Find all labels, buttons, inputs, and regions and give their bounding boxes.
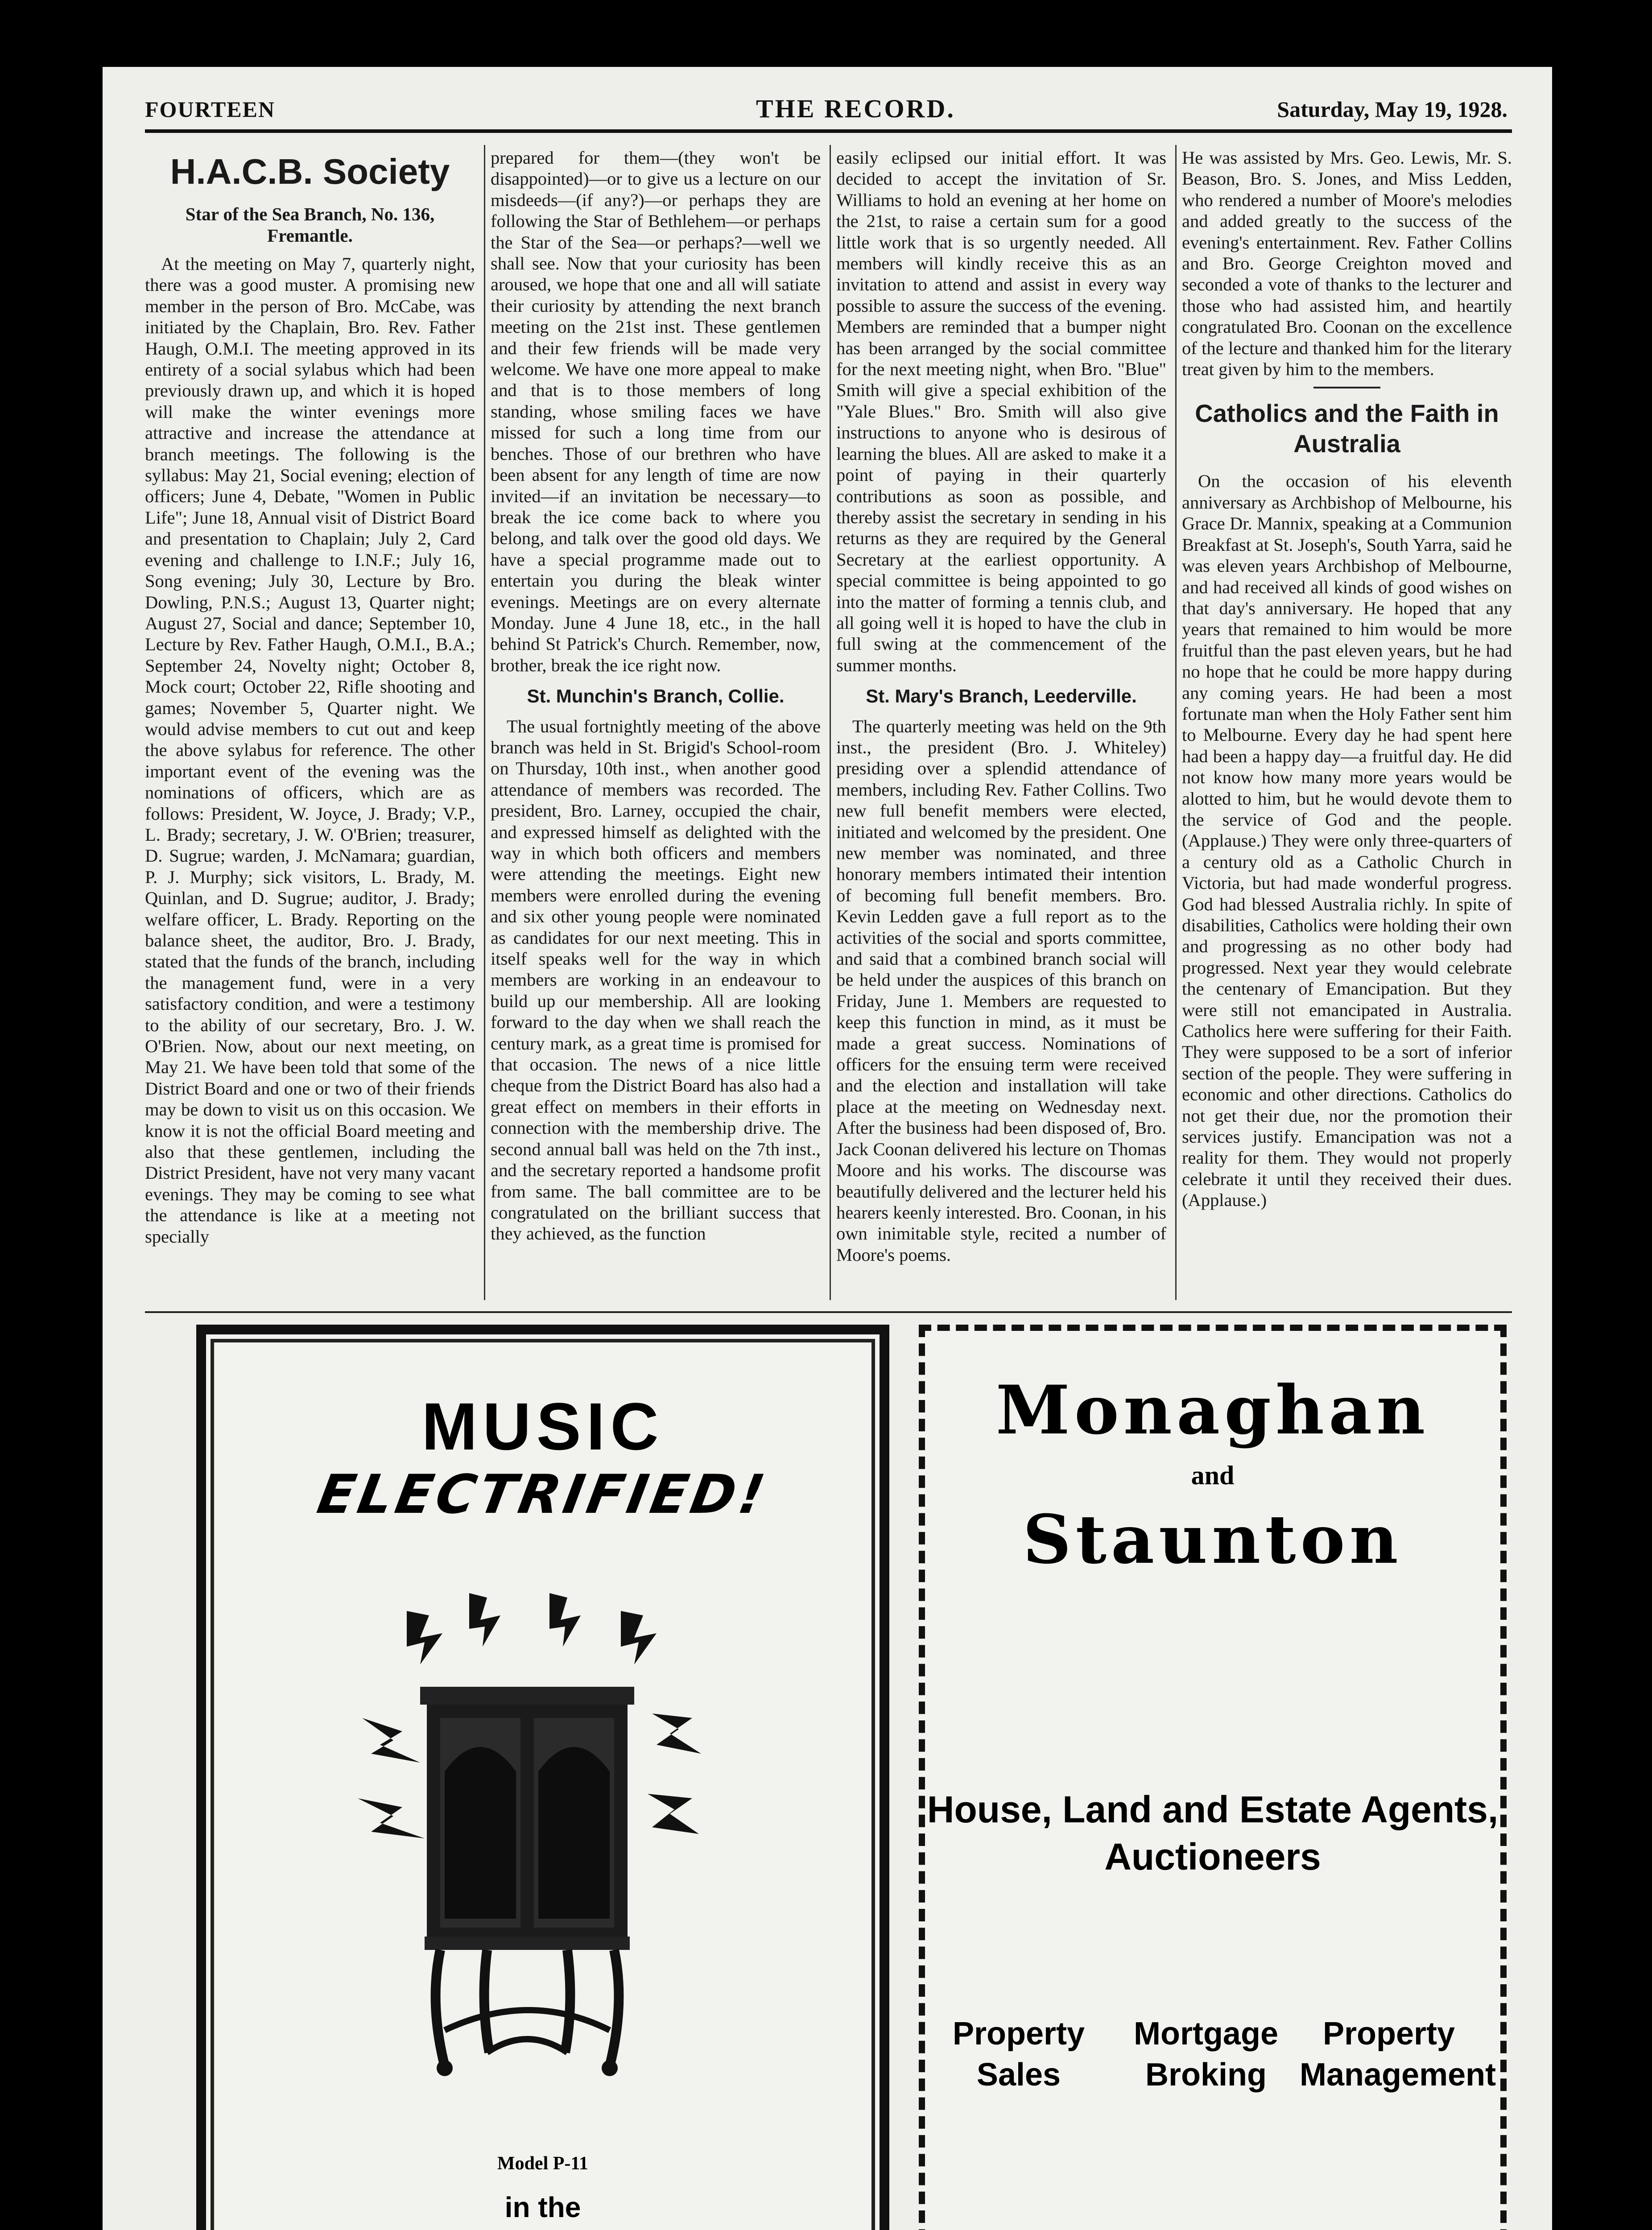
panatrope-cabinet-illustration: [353, 1584, 701, 2119]
ad-headline: MUSIC: [421, 1389, 664, 1464]
lightning-bolt-icon: [549, 1593, 581, 1647]
article-subtitle: Star of the Sea Branch, No. 136, Fremantle.: [185, 204, 435, 246]
article-paragraph: On the occasion of his eleventh anniversary as Archbishop of Melbourne, his Grace Dr. Mannix, speaking at a Communion Breakfast at St. Joseph's, South Yarra, said he was eleven years Archbishop of Melbourne, and had received all kinds of good wishes on that day's anniversary. He hoped that any years that remained to him would be more fruitful than the past eleven years, but he had no hope that he could be more happy during any coming years. He had been a most fortunate man when the Holy Father sent him to Melbourne. Every day he had spent here had been a happy day—a fruitful day. He did not know how many more years would be alotted to him, but he would devote them to the service of God and the people. (Applause.) They were only three-quarters of a century old as a Catholic Church in Victoria, but had made wonderful progress. God had blessed Australia richly. In spite of disabilities, Catholics were holding their own and progressing as no other body had progressed. Next year they would celebrate the centenary of Emancipation. But they were still not emancipated in Australia. Catholics here were suffering for their Faith. They were supposed to be a sort of inferior section of the people. They were suffering in economic and other directions. Catholics do not get their due, nor the promotion their services justify. Emancipation was not a reality for them. They would not properly celebrate it until they received their dues. (Applause.): [1182, 471, 1512, 1210]
ad-headline-electrified: ELECTRIFIED!: [313, 1464, 773, 1526]
business-line: Auctioneers: [1104, 1836, 1321, 1878]
service-property-sales: [929, 2013, 1108, 2095]
article-title: H.A.C.B. Society: [170, 152, 450, 191]
article-paragraph: The usual fortnightly meeting of the above branch was held in St. Brigid's School-room on Thursday, 10th inst., when another good attendance of members was recorded. The president, Bro. Larney, occupied the chair, and expressed himself as delighted with the way in which both officers and members were attending the meetings. Eight new members were enrolled during the evening and six other young people were nominated as candidates for our next meeting. This in itself speaks well for the way in which members are working in an endeavour to build up our membership. All are looking forward to the day when we shall reach the century mark, as a great time is promised for that occasion. The news of a nice little cheque from the District Board has also had a great effect on members in their efforts in connection with the membership drive. The second annual ball was held on the 7th inst., and the secretary reported a handsome profit from same. The ball committee are to be congratulated on the brilliant success that they achieved, as the function: [491, 716, 821, 1244]
firm-name-2: Staunton: [1023, 1500, 1403, 1579]
column-rule: [1175, 145, 1177, 1300]
page-header: [145, 94, 1512, 129]
business-description: [925, 1786, 1500, 1880]
ads-divider: [145, 1311, 1512, 1313]
lightning-bolt-icon: [469, 1593, 500, 1647]
lightning-bolt-icon: [358, 1798, 425, 1838]
section-heading: St. Mary's Branch, Leederville.: [866, 686, 1137, 707]
page-number: FOURTEEN: [145, 97, 276, 122]
article-paragraph: prepared for them—(they won't be disappointed)—or to give us a lecture on our misdeeds—(if any?)—or perhaps they are following the Star of Bethlehem—or perhaps the Star of the Sea—or perhaps?—well we shall see. Now that your curiosity has been aroused, we hope that one and all will satiate their curiosity by attending the next branch meeting on the 21st inst. These gentlemen and their few friends will be made very welcome. We have one more appeal to make and that is to those members of long standing, whose smiling faces we have missed for such a long time from our benches. Those of our brethren who have been absent for any length of time are now invited—if an invitation be necessary—to break the ice come back to where you belong, and talk over the good old days. We have a special programme made out to entertain you during the bleak winter evenings. Meetings are on every alternate Monday. June 4 June 18, etc., in the hall behind St Patrick's Church. Remember, now, brother, break the ice right now.: [491, 148, 821, 675]
column-rule: [484, 145, 485, 1300]
masthead: THE RECORD.: [756, 94, 955, 123]
model-caption: Model P-11: [497, 2153, 589, 2174]
section-heading: St. Munchin's Branch, Collie.: [527, 686, 785, 707]
business-line: House, Land and Estate Agents,: [927, 1788, 1499, 1830]
monaghan-staunton-advertisement: [919, 1325, 1507, 2230]
separator-rule: [1313, 387, 1380, 388]
lightning-bolt-icon: [362, 1718, 420, 1763]
service-mortgage-broking: [1117, 2013, 1295, 2095]
header-rule: [145, 129, 1512, 133]
firm-name-1: Monaghan: [995, 1371, 1430, 1450]
column-4: [1182, 147, 1512, 1307]
article-paragraph: easily eclipsed our initial effort. It was decided to accept the invitation of Sr. Williams to hold an evening at her home on the 21st, to raise a certain sum for a good little work that is so urgently needed. All members will kindly receive this as an invitation to attend and assist in every way possible to assure the success of the evening. Members are reminded that a bumper night has been arranged by the social committee for the next meeting night, when Bro. "Blue" Smith will give a special exhibition of the "Yale Blues." Bro. Smith will also give instructions to anyone who is desirous of learning the blues. All are asked to make it a point of paying in their quarterly contributions as soon as possible, and thereby assist the secretary in sending in his returns as they are required by the General Secretary at the earliest opportunity. A special committee is being appointed to go into the matter of forming a tennis club, and all going well it is hoped to have the club in full swing at the commencement of the summer months.: [836, 148, 1166, 675]
article-paragraph: The quarterly meeting was held on the 9th inst., the president (Bro. J. Whiteley) presiding over a splendid attendance of members, including Rev. Father Collins. Two new full benefit members were elected, initiated and welcomed by the president. One new member was nominated, and three honorary members intimated their intention of becoming full benefit members. Bro. Kevin Ledden gave a full report as to the activities of the social and sports committee, and said that a combined branch social will be held under the auspices of this branch on Friday, June 1. Members are requested to keep this function in mind, as it must be made a great success. Nominations of officers for the ensuing term were received and the election and installation will take place at the meeting on Wednesday next. After the business had been disposed of, Bro. Jack Coonan delivered his lecture on Thomas Moore and his works. The discourse was beautifully delivered and the lecturer held his hearers keenly interested. Bro. Coonan, in his own inimitable style, recited a number of Moore's poems.: [836, 716, 1166, 1265]
lightning-bolt-icon: [648, 1794, 699, 1834]
column-3: [836, 147, 1166, 1307]
lightning-bolt-icon: [652, 1714, 701, 1754]
service-line: Property: [952, 2016, 1085, 2052]
article-paragraph: At the meeting on May 7, quarterly night, there was a good muster. A promising new member in the person of Bro. McCabe, was initiated by the Chaplain, Bro. Rev. Father Haugh, O.M.I. The meeting approved in its entirety of a social sylabus which had been previously drawn up, and which it is hoped will make the winter evenings more attractive and increase the attendance at branch meetings. The following is the syllabus: May 21, Social evening; election of officers; June 4, Debate, "Women in Public Life"; June 18, Annual visit of District Board and presentation to Chaplain; July 2, Card evening and challenge to I.N.F.; July 16, Song evening; July 30, Lecture by Bro. Dowling, P.N.S.; August 13, Quarter night; August 27, Social and dance; September 10, Lecture by Rev. Father Haugh, O.M.I., B.A.; September 24, Novelty night; October 8, Mock court; October 22, Rifle shooting and games; November 5, Quarter night. We would advise members to cut out and keep the above sylabus for reference. The other important event of the evening was the nominations of officers, which are as follows: President, W. Joyce, J. Brady; V.P., L. Brady; secretary, J. W. O'Brien; treasurer, D. Sugrue; warden, J. McNamara; guardian, P. J. Murphy; sick visitors, L. Brady, M. Quinlan, and D. Sugrue; auditor, J. Brady; welfare officer, L. Brady. Reporting on the balance sheet, the auditor, Bro. J. Brady, stated that the funds of the branch, including the management fund, were in a very satisfactory condition, and were a testimony to the ability of our secretary, Bro. J. W. O'Brien. Now, about our next meeting, on May 21. We have been told that some of the District Board and one or two of their friends may be down to visit us on this occasion. We know it is not the official Board meeting and also that these gentlemen, including the District President, have not very many vacant evenings. They may be coming to see what the attendance is like at a meeting not specially: [145, 254, 475, 1247]
service-line: Mortgage: [1134, 2016, 1278, 2052]
lightning-bolt-icon: [621, 1611, 657, 1664]
brunswick-advertisement: [196, 1325, 889, 2230]
service-property-management: [1300, 2013, 1496, 2095]
firm-and: and: [1191, 1461, 1235, 1490]
section-heading: Catholics and the Faith in Australia: [1195, 399, 1499, 458]
service-line: Property: [1322, 2016, 1455, 2052]
column-1: [145, 147, 475, 1307]
service-line: Sales: [976, 2057, 1061, 2093]
service-line: Management: [1300, 2057, 1496, 2093]
service-line: Broking: [1145, 2057, 1267, 2093]
column-rule: [830, 145, 831, 1300]
in-the-text: in the: [504, 2191, 581, 2223]
column-2: [491, 147, 821, 1307]
issue-date: Saturday, May 19, 1928.: [1277, 97, 1507, 122]
newspaper-page: [103, 67, 1552, 2230]
article-paragraph: He was assisted by Mrs. Geo. Lewis, Mr. S. Beason, Bro. S. Jones, and Miss Ledden, who rendered a number of Moore's melodies and added greatly to the success of the evening's entertainment. Rev. Father Collins and Bro. George Creighton moved and seconded a vote of thanks to the lecturer and those who had assisted him, and heartily congratulated Bro. Coonan on the excellence of the lecture and thanked him for the literary treat given by him to the members.: [1182, 148, 1512, 380]
lightning-bolt-icon: [407, 1611, 442, 1664]
